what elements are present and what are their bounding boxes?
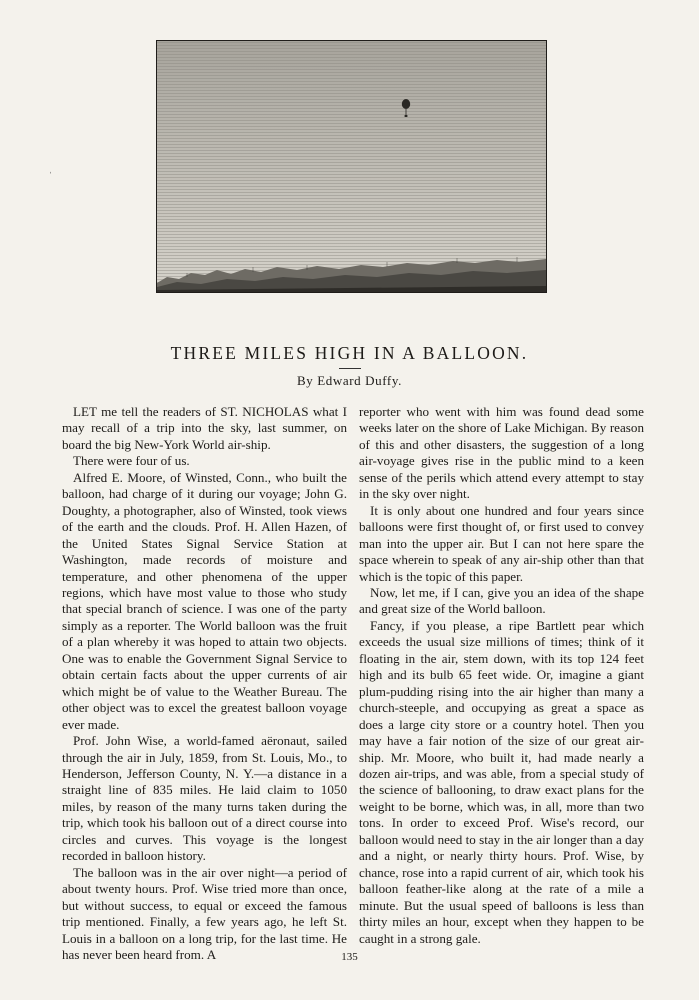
title-divider xyxy=(339,368,361,369)
paragraph: There were four of us. xyxy=(73,453,190,469)
paragraph: It is only about one hundred and four years since balloons were first thought of, or first used to convey man into the upper air. But I can not here spare the space wherein to speak of any air-ship other than that which is the topic of this paper. xyxy=(359,502,644,584)
paragraph: LET me tell the readers of ST. NICHOLAS what I may recall of a trip into the sky, last summer, on board the big New-York World air-ship. xyxy=(62,404,347,452)
paragraph: Alfred E. Moore, of Winsted, Conn., who built the balloon, had charge of it during our voyage; John G. Doughty, a photographer, also of Winsted, took views of the earth and the clouds. Prof. H. Allen Hazen, of the United States Signal Service Station at Washington, made records of moisture and temperature, and other phenomena of the upper regions, which have most value to those who study that special branch of science. I was one of the party simply as a reporter. The World balloon was the fruit of a plan whereby it was hoped to attain two objects. One was to enable the Government Signal Service to obtain certain facts about the upper currents of air which might be of value to the Weather Bureau. The other object was to excel the greatest balloon voyage ever made. xyxy=(62,469,347,732)
paragraph: The balloon was in the air over night—a period of about twenty hours. Prof. Wise tried more than once, but without success, to equal or exceed the famous trip mentioned. Finally, a few years ago, he left St. Louis in a balloon on a long trip, for the last time. He has never been heard from. A xyxy=(62,864,347,962)
paragraph: reporter who went with him was found dead some weeks later on the shore of Lake Michigan. By reason of this and other disasters, the suggestion of a long air-voyage gives rise in the public mind to a keen sense of the perils which attend every attempt to stay in the sky over night. xyxy=(359,404,644,502)
paragraph: Prof. John Wise, a world-famed aëronaut, sailed through the air in July, 1859, from St. Louis, Mo., to Henderson, Jefferson County, N. Y.—a distance in a straight line of 835 miles. He laid claim to 1050 miles, by reason of the many turns taken during the trip, which took his balloon out of a direct course into circles and curves. This voyage is the longest recorded in balloon history. xyxy=(62,733,347,864)
balloon-illustration xyxy=(156,40,547,293)
paragraph: Now, let me, if I can, give you an idea of the shape and great size of the World balloon. xyxy=(359,584,644,617)
page-number: 135 xyxy=(341,951,358,963)
article-title: THREE MILES HIGH IN A BALLOON. xyxy=(170,343,529,363)
left-column xyxy=(62,404,347,963)
right-column xyxy=(359,404,644,947)
margin-mark: ˈ xyxy=(49,171,53,182)
balloon-landscape-icon xyxy=(157,41,546,292)
paragraph: Fancy, if you please, a ripe Bartlett pear which exceeds the usual size millions of times; think of it floating in the air, stem down, with its top 124 feet high and its bulb 65 feet wide. Or, imagine a giant plum-pudding rising into the air higher than many a church-steeple, and occupying as great a space as does a large city store or a country hotel. Then you may have a fair notion of the size of our great air-ship. Mr. Moore, who built it, had made nearly a dozen air-trips, and was able, from a special study of the science of ballooning, to draw exact plans for the weight to be borne, which was, in all, more than two tons. In order to exceed Prof. Wise's record, our balloon would need to stay in the air longer than a day and a night, or nearly thirty hours. Prof. Wise, by chance, rose into a rapid current of air, which took his balloon feather-like along at the rate of a mile a minute. But the usual speed of balloons is less than thirty miles an hour, except when they happen to be caught in a strong gale. xyxy=(359,617,644,946)
article-byline: By Edward Duffy. xyxy=(297,373,402,388)
